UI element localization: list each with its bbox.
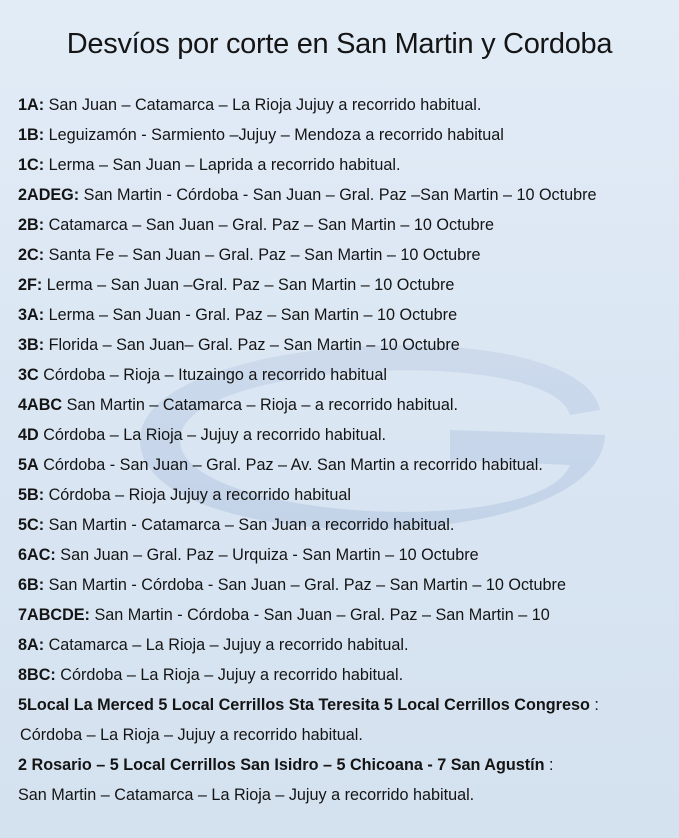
route-detour: Catamarca – San Juan – Gral. Paz – San Martin – 10 Octubre [44, 216, 494, 234]
routes-group-header [18, 750, 673, 780]
route-detour: San Juan – Gral. Paz – Urquiza - San Martin – 10 Octubre [55, 546, 479, 564]
route-code: 3B: [18, 336, 45, 354]
route-code: 8BC: [18, 666, 56, 684]
route-detour: San Martin - Catamarca – San Juan a recorrido habitual. [44, 516, 455, 534]
route-row [18, 180, 673, 210]
routes-codes: 2 Rosario – 5 Local Cerrillos San Isidro – 5 Chicoana - 7 San Agustín [18, 756, 545, 774]
route-detour: San Martin - Córdoba - San Juan – Gral. Paz –San Martin – 10 Octubre [79, 186, 597, 204]
route-row [18, 150, 673, 180]
route-detour: Lerma – San Juan – Laprida a recorrido habitual. [44, 156, 401, 174]
route-detour: Leguizamón - Sarmiento –Jujuy – Mendoza a recorrido habitual [44, 126, 504, 144]
route-detour: Córdoba - San Juan – Gral. Paz – Av. San Martin a recorrido habitual. [38, 456, 543, 474]
route-detour: Lerma – San Juan - Gral. Paz – San Martin – 10 Octubre [44, 306, 458, 324]
route-detour: San Martin - Córdoba - San Juan – Gral. Paz – San Martin – 10 [89, 606, 550, 624]
route-row [18, 420, 673, 450]
route-row [18, 570, 673, 600]
route-row [18, 390, 673, 420]
local-routes-group-header [18, 690, 673, 720]
route-detour: San Martin - Córdoba - San Juan – Gral. Paz – San Martin – 10 Octubre [44, 576, 566, 594]
route-code: 3C [18, 366, 39, 384]
route-detour: Córdoba – Rioja Jujuy a recorrido habitual [44, 486, 351, 504]
route-code: 4ABC [18, 396, 63, 414]
route-code: 1C: [18, 156, 45, 174]
route-row [18, 270, 673, 300]
route-row [18, 120, 673, 150]
route-row [18, 300, 673, 330]
local-routes-codes: 5Local La Merced 5 Local Cerrillos Sta Teresita 5 Local Cerrillos Congreso [18, 696, 590, 714]
route-code: 6B: [18, 576, 45, 594]
group-colon: : [544, 756, 554, 774]
route-row [18, 600, 673, 630]
route-code: 5C: [18, 516, 45, 534]
routes-detour: San Martin – Catamarca – La Rioja – Jujuy a recorrido habitual. [18, 786, 475, 804]
route-code: 1B: [18, 126, 45, 144]
route-code: 1A: [18, 96, 45, 114]
group-colon: : [589, 696, 599, 714]
route-code: 5B: [18, 486, 45, 504]
route-detour: Catamarca – La Rioja – Jujuy a recorrido habitual. [44, 636, 409, 654]
page-title: Desvíos por corte en San Martin y Cordoba [66, 28, 613, 60]
route-detour: Córdoba – La Rioja – Jujuy a recorrido habitual. [38, 426, 387, 444]
route-detour: Córdoba – Rioja – Ituzaingo a recorrido habitual [38, 366, 387, 384]
route-detour: San Juan – Catamarca – La Rioja Jujuy a recorrido habitual. [44, 96, 482, 114]
route-code: 3A: [18, 306, 45, 324]
route-detour: Córdoba – La Rioja – Jujuy a recorrido habitual. [55, 666, 404, 684]
route-row [18, 510, 673, 540]
route-code: 2C: [18, 246, 45, 264]
route-row [18, 450, 673, 480]
route-row [18, 660, 673, 690]
route-row [18, 480, 673, 510]
route-code: 6AC: [18, 546, 56, 564]
route-code: 5A [18, 456, 39, 474]
detour-list [18, 90, 673, 810]
route-detour: Lerma – San Juan –Gral. Paz – San Martin – 10 Octubre [42, 276, 455, 294]
route-row [18, 90, 673, 120]
route-code: 4D [18, 426, 39, 444]
route-row [18, 330, 673, 360]
route-detour: San Martin – Catamarca – Rioja – a recorrido habitual. [62, 396, 458, 414]
route-detour: Florida – San Juan– Gral. Paz – San Martin – 10 Octubre [44, 336, 460, 354]
route-row [18, 540, 673, 570]
route-row [18, 360, 673, 390]
route-code: 7ABCDE: [18, 606, 90, 624]
route-code: 2F: [18, 276, 43, 294]
local-routes-detour: Córdoba – La Rioja – Jujuy a recorrido habitual. [20, 726, 363, 744]
route-row [18, 210, 673, 240]
route-row [18, 240, 673, 270]
route-code: 2B: [18, 216, 45, 234]
route-detour: Santa Fe – San Juan – Gral. Paz – San Martin – 10 Octubre [44, 246, 481, 264]
route-code: 8A: [18, 636, 45, 654]
route-code: 2ADEG: [18, 186, 80, 204]
route-row [18, 630, 673, 660]
